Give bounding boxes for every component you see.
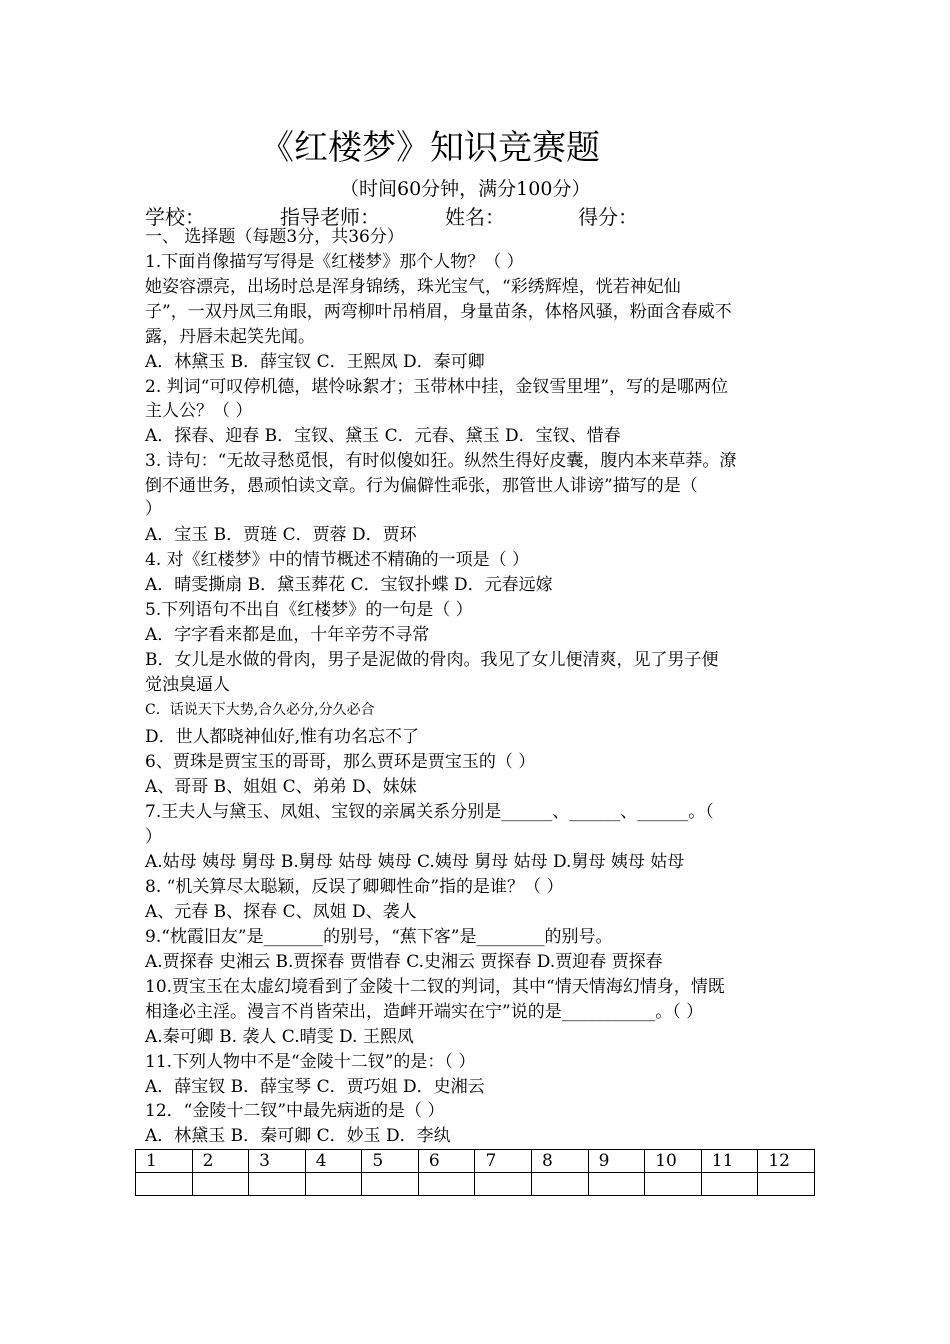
answer-cell[interactable]	[136, 1173, 193, 1196]
school-label: 学校：	[145, 205, 205, 229]
question-line: ）	[145, 499, 162, 519]
page-title: 《红楼梦》知识竞赛题	[260, 128, 600, 168]
answer-cell[interactable]	[192, 1173, 249, 1196]
section-heading: 一、 选择题（每题3分，共36分）	[145, 227, 404, 247]
answer-cell[interactable]	[362, 1173, 419, 1196]
answer-cell[interactable]	[305, 1173, 362, 1196]
question-number-cell: 4	[305, 1150, 362, 1173]
question-line: 相逢必主淫。漫言不肖皆荣出，造衅开端实在宁”说的是___________。（ ）	[145, 1002, 704, 1022]
answer-cell[interactable]	[588, 1173, 645, 1196]
question-line: 10.贾宝玉在太虚幻境看到了金陵十二钗的判词，其中“情天情海幻情身，情既	[145, 977, 725, 997]
question-line: 露，丹唇未起笑先闻。	[145, 327, 315, 347]
answer-cell[interactable]	[418, 1173, 475, 1196]
option-line: A.姑母 姨母 舅母 B.舅母 姑母 姨母 C.姨母 舅母 姑母 D.舅母 姨母 姑母	[145, 852, 685, 872]
question-number-cell: 1	[136, 1150, 193, 1173]
answer-cell[interactable]	[645, 1173, 702, 1196]
answer-table-blank-row	[136, 1173, 815, 1196]
teacher-label: 指导老师：	[280, 205, 380, 229]
question-line: 7.王夫人与黛玉、凤姐、宝钗的亲属关系分别是______、______、______。（	[145, 802, 714, 822]
answer-cell[interactable]	[475, 1173, 532, 1196]
answer-table-number-row	[136, 1150, 815, 1173]
question-number-cell: 11	[701, 1150, 758, 1173]
question-line: 1.下面肖像描写写得是《红楼梦》那个人物？（ ）	[145, 252, 524, 272]
question-line: 5.下列语句不出自《红楼梦》的一句是（ ）	[145, 600, 473, 620]
option-line: A.秦可卿 B. 袭人 C.晴雯 D. 王熙凤	[145, 1027, 414, 1047]
option-line: A．林黛玉 B．秦可卿 C．妙玉 D．李纨	[145, 1126, 451, 1146]
answer-cell[interactable]	[701, 1173, 758, 1196]
question-line: 子”，一双丹凤三角眼，两弯柳叶吊梢眉，身量苗条，体格风骚，粉面含春威不	[145, 302, 732, 322]
answer-cell[interactable]	[249, 1173, 306, 1196]
option-line: A．探春、迎春 B．宝钗、黛玉 C．元春、黛玉 D．宝钗、惜春	[145, 426, 621, 446]
question-line: 她姿容漂亮，出场时总是浑身锦绣，珠光宝气，“彩绣辉煌，恍若神妃仙	[145, 277, 681, 297]
question-number-cell: 6	[418, 1150, 475, 1173]
student-name-label: 姓名：	[445, 205, 505, 229]
option-line: A、哥哥 B、姐姐 C、弟弟 D、妹妹	[145, 777, 417, 797]
option-line: C．话说天下大势,合久必分,分久必合	[145, 702, 375, 718]
question-number-cell: 8	[532, 1150, 589, 1173]
question-line: 6、贾珠是贾宝玉的哥哥，那么贾环是贾宝玉的（ ）	[145, 752, 536, 772]
option-line: A、元春 B、探春 C、凤姐 D、袭人	[145, 902, 417, 922]
question-line: 4. 对《红楼梦》中的情节概述不精确的一项是（ ）	[145, 550, 530, 570]
question-number-cell: 9	[588, 1150, 645, 1173]
option-line: A．林黛玉 B．薛宝钗 C．王熙凤 D．秦可卿	[145, 352, 485, 372]
answer-cell[interactable]	[532, 1173, 589, 1196]
option-line: D．世人都晓神仙好,惟有功名忘不了	[145, 727, 420, 747]
answer-table	[135, 1149, 815, 1196]
question-line: 3. 诗句：“无故寻愁觅恨，有时似傻如狂。纵然生得好皮囊，腹内本来草莽。潦	[145, 451, 737, 471]
question-number-cell: 3	[249, 1150, 306, 1173]
question-number-cell: 12	[758, 1150, 815, 1173]
question-number-cell: 7	[475, 1150, 532, 1173]
option-line: A．晴雯撕扇 B．黛玉葬花 C．宝钗扑蝶 D．元春远嫁	[145, 575, 553, 595]
question-number-cell: 10	[645, 1150, 702, 1173]
exam-info: （时间60分钟，满分100分）	[340, 178, 591, 200]
question-line: ）	[145, 827, 162, 847]
question-number-cell: 5	[362, 1150, 419, 1173]
question-line: 2. 判词“可叹停机德，堪怜咏絮才；玉带林中挂，金钗雪里埋”，写的是哪两位	[145, 377, 729, 397]
question-line: 11.下列人物中不是“金陵十二钗”的是：（ ）	[145, 1052, 476, 1072]
answer-cell[interactable]	[758, 1173, 815, 1196]
question-line: 8. “机关算尽太聪颖，反误了卿卿性命”指的是谁？（ ）	[145, 877, 564, 897]
option-line: A．字字看来都是血，十年辛劳不寻常	[145, 625, 430, 645]
option-line: A．薛宝钗 B．薛宝琴 C．贾巧姐 D．史湘云	[145, 1077, 485, 1097]
option-line: B．女儿是水做的骨肉，男子是泥做的骨肉。我见了女儿便清爽，见了男子便	[145, 650, 719, 670]
question-line: 9.“枕霞旧友”是_______的别号，“蕉下客”是________的别号。	[145, 927, 613, 947]
score-label: 得分：	[578, 205, 638, 229]
option-line: 觉浊臭逼人	[145, 675, 230, 695]
question-number-cell: 2	[192, 1150, 249, 1173]
question-line: 主人公？（ ）	[145, 401, 253, 421]
question-line: 倒不通世务，愚顽怕读文章。行为偏僻性乖张，那管世人诽谤”描写的是（	[145, 476, 698, 496]
question-line: 12．“金陵十二钗”中最先病逝的是（ ）	[145, 1101, 445, 1121]
option-line: A．宝玉 B．贾琏 C．贾蓉 D．贾环	[145, 525, 417, 545]
option-line: A.贾探春 史湘云 B.贾探春 贾惜春 C.史湘云 贾探春 D.贾迎春 贾探春	[145, 952, 663, 972]
